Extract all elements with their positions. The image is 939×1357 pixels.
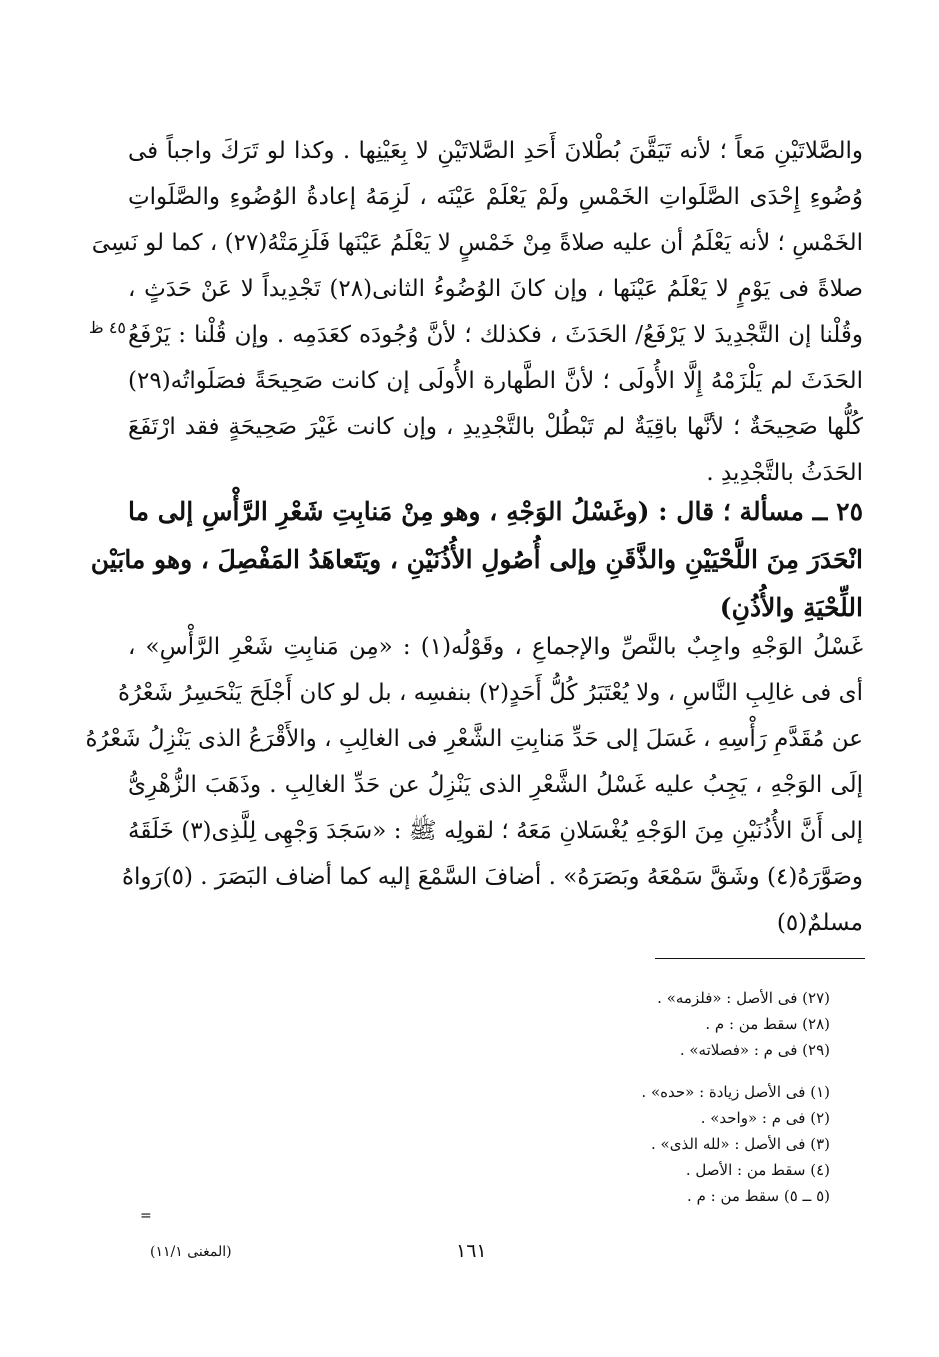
footnote: (٢٩) فى م : «فصلاته» . (679, 1041, 830, 1059)
text-line: وُضُوءِ إِحْدَى الصَّلَواتِ الخَمْسِ ولَمْ يَعْلَمْ عَيْنَه ، لَزِمَهُ إعادةُ الوُضُوءِ والصَّلَواتِ (128, 184, 863, 210)
footnote: (١) فى الأصل زيادة : «حده» . (641, 1083, 830, 1101)
text-line: الخَمْسِ ؛ لأنه يَعْلَمُ أن عليه صلاةً مِنْ خَمْسٍ لا يَعْلَمُ عَيْنَها فَلَزِمَتْهُ(٢٧) ، كما لو نَسِىَ (91, 230, 863, 256)
text-line: إلَى الوَجْهِ ، يَجِبُ عليه غَسْلُ الشَّعْرِ الذى يَنْزِلُ عن حَدِّ الغالِبِ . وذَهَبَ الزُّهْرِىُّ (128, 772, 863, 798)
text-line: والصَّلاتَيْنِ مَعاً ؛ لأنه تَيَقَّنَ بُطْلانَ أَحَدِ الصَّلاتَيْنِ لا بِعَيْنِها . وكذا لو تَرَكَ واجباً فى (128, 138, 863, 164)
footnote: (٢٨) سقط من : م . (705, 1015, 830, 1033)
footnote: (٢) فى م : «واحد» . (700, 1109, 830, 1127)
footnote: (٥ ــ ٥) سقط من : م . (687, 1187, 830, 1205)
footnotes (500, 985, 830, 1209)
footnote-gap (500, 1063, 830, 1079)
text-line: عن مُقَدَّمِ رَأْسِهِ ، غَسَلَ إلى حَدِّ مَنابِتِ الشَّعْرِ فى الغالِبِ ، والأَقْرَعُ الذى يَنْزِلُ شَعْرُهُ (85, 726, 863, 752)
footnote: (٣) فى الأصل : «لله الذى» . (651, 1135, 830, 1153)
heading-line: انْحَدَرَ مِنَ اللَّحْيَيْنِ والذَّقَنِ وإلى أُصُولِ الأُذُنَيْنِ ، ويَتَعاهَدُ المَفْصِلَ ، وهو مابَيْن (90, 545, 863, 574)
heading-line: ٢٥ ــ مسألة ؛ قال : (وغَسْلُ الوَجْهِ ، وهو مِنْ مَنابِتِ شَعْرِ الرَّأْسِ إلى ما (128, 497, 863, 526)
text-line: كُلُّها صَحِيحَةٌ ؛ لأنَّها باقِيَةٌ لم تَبْطُلْ بالتَّجْدِيدِ ، وإن كانت غَيْرَ صَحِيحَةٍ فقد ارْتَفَعَ (128, 414, 863, 440)
text-line: غَسْلُ الوَجْهِ واجِبٌ بالنَّصِّ والإجماعِ ، وقَوْلُه(١) : «مِن مَنابِتِ شَعْرِ الرَّأْسِ» ، (128, 634, 863, 660)
heading-line: اللِّحْيَةِ والأُذُنِ) (719, 593, 863, 622)
text-line: إلى أَنَّ الأُذُنَيْنِ مِنَ الوَجْهِ يُغْسَلانِ مَعَهُ ؛ لقولِه ﷺ : «سَجَدَ وَجْهِى لِلَّذِى(٣) خَلَقَهُ (128, 818, 863, 844)
source-reference: (المغنى ١١/١) (150, 1244, 232, 1260)
text-line: أى فى غالِبِ النَّاسِ ، ولا يُعْتَبَرُ كُلُّ أَحَدٍ(٢) بنفسِه ، بل لو كان أَجْلَحَ يَنْحَسِرُ شَعْرُهُ (117, 680, 863, 706)
page-number: ١٦١ (456, 1240, 487, 1262)
text-line: وقُلْنا إن التَّجْدِيدَ لا يَرْفَعُ/ الحَدَثَ ، فكذلك ؛ لأنَّ وُجُودَه كعَدَمِه . وإن قُلْنا : يَرْفَعُ (128, 322, 863, 348)
footnote-separator (655, 958, 865, 959)
text-line: صلاةً فى يَوْمٍ لا يَعْلَمُ عَيْنَها ، وإن كانَ الوُضُوءُ الثانى(٢٨) تَجْدِيداً لا عَنْ حَدَثٍ ، (128, 276, 863, 302)
footnote: (٢٧) فى الأصل : «فلزمه» . (657, 989, 830, 1007)
manuscript-folio-marker: ٤٥ ظ (88, 318, 126, 337)
footnote: (٤) سقط من : الأصل . (685, 1161, 830, 1179)
text-line: مسلمٌ(٥) (776, 910, 863, 936)
text-line: الحَدَثَ لم يَلْزَمْهُ إِلَّا الأُولَى ؛ لأنَّ الطَّهارة الأُولَى إن كانت صَحِيحَةً فصَلَواتُه(٢٩) (128, 368, 863, 394)
text-line: الحَدَثُ بالتَّجْدِيدِ . (706, 460, 863, 486)
text-line: وصَوَّرَهُ(٤) وشَقَّ سَمْعَهُ وبَصَرَهُ» . أضافَ السَّمْعَ إليه كما أضاف البَصَرَ . (٥)رَواهُ (121, 864, 863, 890)
issue-heading (90, 488, 863, 632)
commentary-paragraph (85, 624, 863, 946)
continuation-mark: = (140, 1208, 152, 1224)
